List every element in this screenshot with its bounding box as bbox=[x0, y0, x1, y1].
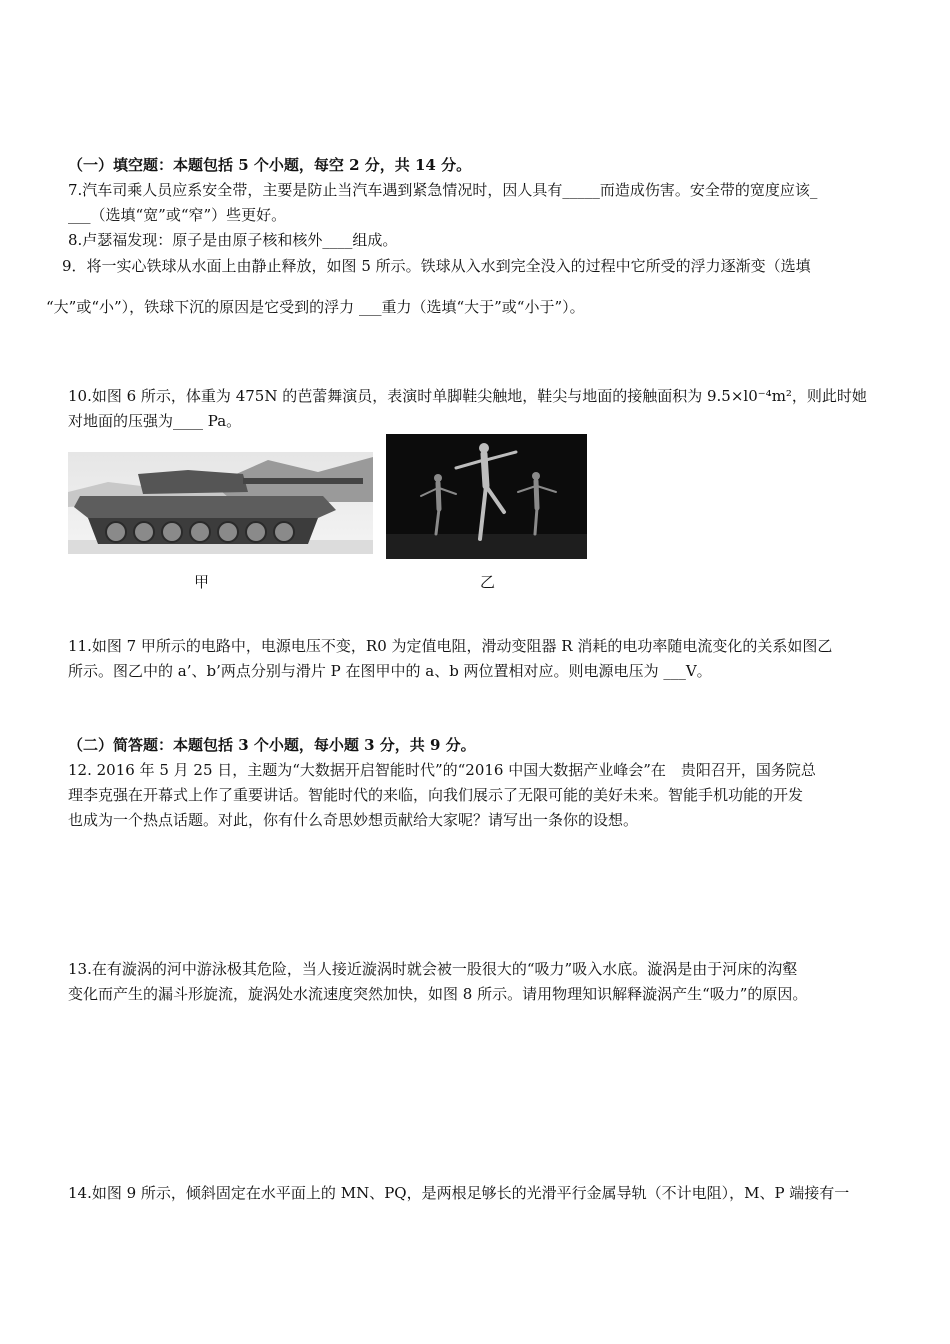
question-10-line2: 对地面的压强为____ Pa。 bbox=[68, 412, 242, 430]
question-9-line2: “大”或“小”），铁球下沉的原因是它受到的浮力 ___重力（选填“大于”或“小于”）。 bbox=[46, 298, 585, 316]
question-14-line1: 14.如图 9 所示，倾斜固定在水平面上的 MN、PQ，是两根足够长的光滑平行金属导轨（不计电阻），M、P 端接有一 bbox=[68, 1184, 850, 1202]
question-13-line2: 变化而产生的漏斗形旋流，旋涡处水流速度突然加快，如图 8 所示。请用物理知识解释漩涡产生“吸力”的原因。 bbox=[68, 985, 808, 1003]
section2-header: （二）简答题：本题包括 3 个小题，每小题 3 分，共 9 分。 bbox=[68, 736, 476, 754]
question-9-line1: 9．将一实心铁球从水面上由静止释放，如图 5 所示。铁球从入水到完全没入的过程中它所受的浮力逐渐变（选填 bbox=[62, 257, 811, 275]
question-11-line2: 所示。图乙中的 a’、b’两点分别与滑片 P 在图甲中的 a、b 两位置相对应。则电源电压为 ___V。 bbox=[68, 662, 712, 680]
question-12-line3: 也成为一个热点话题。对此，你有什么奇思妙想贡献给大家呢？请写出一条你的设想。 bbox=[68, 811, 639, 829]
question-13-line1: 13.在有漩涡的河中游泳极其危险，当人接近漩涡时就会被一股很大的“吸力”吸入水底。漩涡是由于河床的沟壑 bbox=[68, 960, 798, 978]
question-11-line1: 11.如图 7 甲所示的电路中，电源电压不变，R0 为定值电阻，滑动变阻器 R 消耗的电功率随电流变化的关系如图乙 bbox=[68, 637, 833, 655]
ballet-photo bbox=[386, 434, 587, 559]
figure-caption-yi: 乙 bbox=[480, 573, 496, 591]
question-12-line2: 理李克强在开幕式上作了重要讲话。智能时代的来临，向我们展示了无限可能的美好未来。智能手机功能的开发 bbox=[68, 786, 804, 804]
tank-photo bbox=[68, 452, 373, 554]
question-12-line1: 12. 2016 年 5 月 25 日，主题为“大数据开启智能时代”的“2016 中国大数据产业峰会”在 贵阳召开，国务院总 bbox=[68, 761, 816, 779]
figure-caption-jia: 甲 bbox=[194, 573, 210, 591]
question-7-line1: 7.汽车司乘人员应系安全带，主要是防止当汽车遇到紧急情况时，因人具有_____而造成伤害。安全带的宽度应该_ bbox=[68, 181, 818, 199]
question-10-line1: 10.如图 6 所示，体重为 475N 的芭蕾舞演员，表演时单脚鞋尖触地，鞋尖与地面的接触面积为 9.5×l0⁻⁴m²，则此时她 bbox=[68, 387, 867, 405]
question-8: 8.卢瑟福发现：原子是由原子核和核外____组成。 bbox=[68, 231, 398, 249]
question-7-line2: ___（选填“宽”或“窄”）些更好。 bbox=[68, 206, 287, 224]
section1-header: （一）填空题：本题包括 5 个小题，每空 2 分，共 14 分。 bbox=[68, 156, 472, 174]
